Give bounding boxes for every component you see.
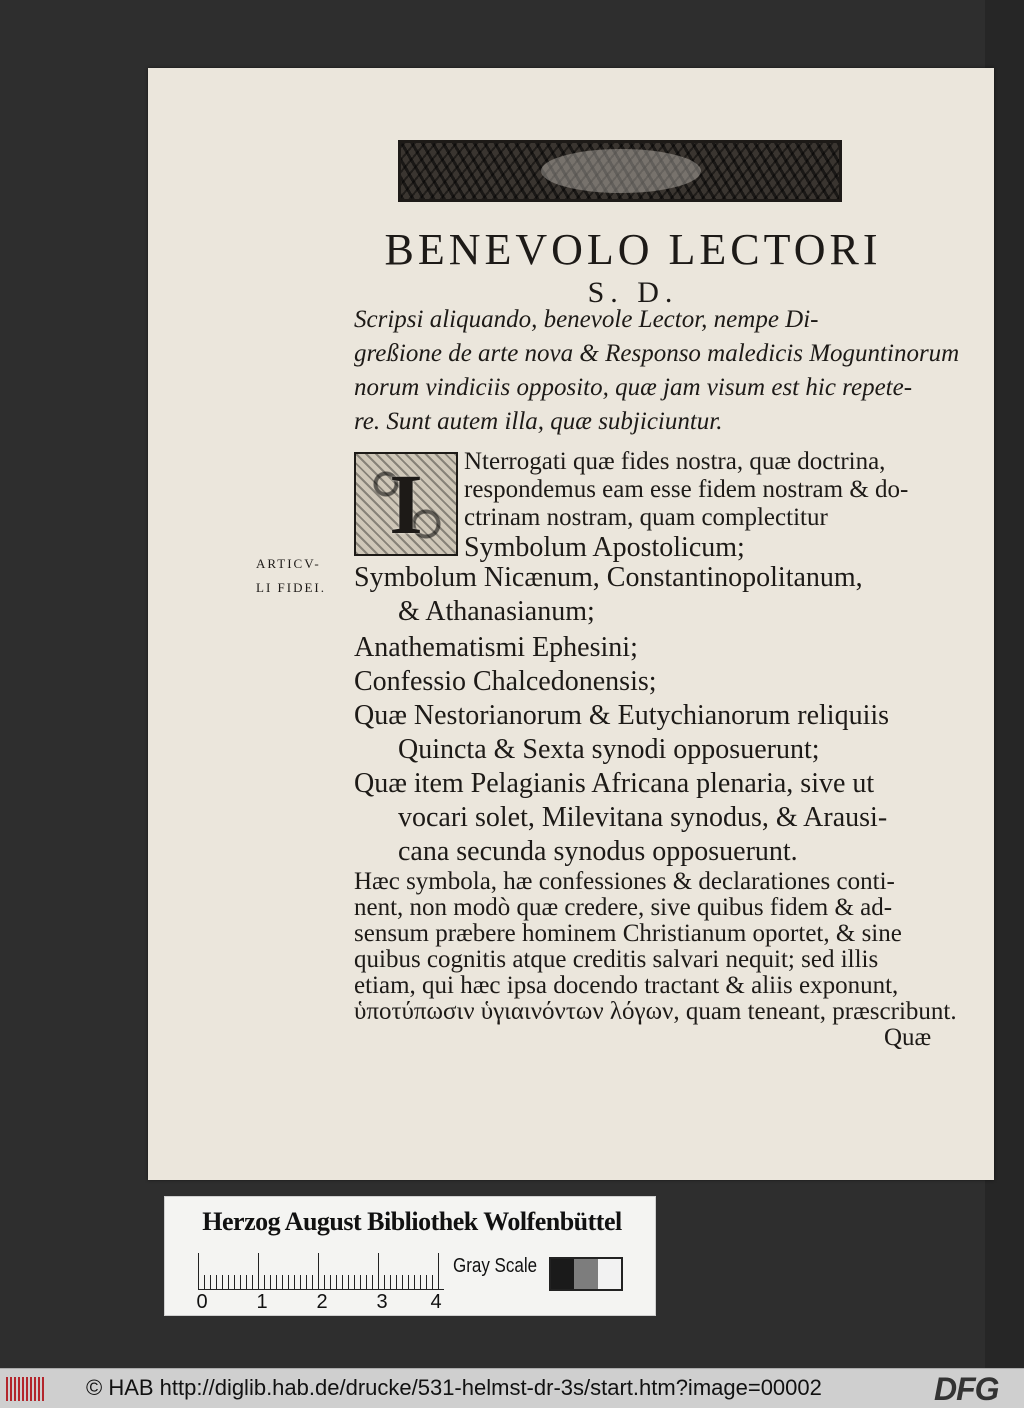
ruler-major-tick <box>318 1253 319 1289</box>
ruler-number: 1 <box>256 1291 268 1313</box>
margin-note-line: ARTICV- <box>256 556 321 571</box>
intro-line: Scripsi aliquando, benevole Lector, nempe Di- <box>354 306 819 333</box>
ornament-header-band <box>398 140 842 202</box>
body-line: Quæ item Pelagianis Africana plenaria, sive ut <box>354 768 875 799</box>
intro-line: re. Sunt autem illa, quæ subjiciuntur. <box>354 408 723 435</box>
ruler-major-tick <box>258 1253 259 1289</box>
body-line: Symbolum Nicænum, Constantinopolitanum, <box>354 562 863 593</box>
body-line: cana secunda synodus opposuerunt. <box>398 836 798 867</box>
body-line: Nterrogati quæ fides nostra, quæ doctrina, <box>464 448 886 475</box>
body-line: Quincta & Sexta synodi opposuerunt; <box>398 734 820 765</box>
body-line: Symbolum Apostolicum; <box>464 532 745 563</box>
color-reference-card <box>164 1196 656 1316</box>
ruler-major-tick <box>378 1253 379 1289</box>
ruler-number: 4 <box>430 1291 442 1313</box>
body-line: nent, non modò quæ credere, sive quibus fidem & ad- <box>354 894 893 921</box>
body-line: respondemus eam esse fidem nostram & do- <box>464 476 909 503</box>
ruler-scale <box>198 1253 444 1290</box>
footer-bar <box>0 1368 1024 1408</box>
body-line: etiam, qui hæc ipsa docendo tractant & aliis exponunt, <box>354 972 899 999</box>
dfg-logo: DFG <box>934 1371 999 1407</box>
body-line: ὑποτύπωσιν ὑγιαινόντων λόγων, quam teneant, præscribunt. <box>354 998 957 1025</box>
gray-scale-swatches <box>549 1257 623 1291</box>
body-line: Anathematismi Ephesini; <box>354 632 638 663</box>
catchword: Quæ <box>884 1024 932 1051</box>
body-line: Quæ Nestorianorum & Eutychianorum reliquiis <box>354 700 890 731</box>
gray-swatch-mid <box>574 1259 597 1289</box>
body-line: Confessio Chalcedonensis; <box>354 666 657 697</box>
hab-logo-icon <box>6 1377 46 1401</box>
intro-line: norum vindiciis opposito, quæ jam visum est hic repete- <box>354 374 913 401</box>
ruler-major-tick <box>198 1253 199 1289</box>
footer-url[interactable]: © HAB http://diglib.hab.de/drucke/531-helmst-dr-3s/start.htm?image=00002 <box>86 1375 822 1400</box>
body-line: quibus cognitis atque creditis salvari nequit; sed illis <box>354 946 879 973</box>
gray-scale-label: Gray Scale <box>453 1255 538 1277</box>
ruler-major-tick <box>438 1253 439 1289</box>
body-line: vocari solet, Milevitana synodus, & Arausi- <box>398 802 888 833</box>
ruler-number: 0 <box>196 1291 208 1313</box>
ruler-number: 2 <box>316 1291 328 1313</box>
intro-line: greßione de arte nova & Responso maledicis Moguntinorum <box>354 340 960 367</box>
drop-cap-letter: I <box>389 456 423 552</box>
body-line: sensum præbere hominem Christianum oportet, & sine <box>354 920 902 947</box>
body-line: & Athanasianum; <box>398 596 595 627</box>
page-title: BENEVOLO LECTORI <box>384 225 882 274</box>
library-name: Herzog August Bibliothek Wolfenbüttel <box>202 1207 622 1236</box>
drop-cap-initial <box>354 452 458 556</box>
ruler-number: 3 <box>376 1291 388 1313</box>
gray-swatch-dark <box>551 1259 574 1289</box>
margin-note-line: LI FIDEI. <box>256 580 326 595</box>
body-line: ctrinam nostram, quam complectitur <box>464 504 828 531</box>
book-page <box>148 68 994 1180</box>
gray-swatch-light <box>598 1259 621 1289</box>
body-line: Hæc symbola, hæ confessiones & declarationes conti- <box>354 868 895 895</box>
page-subtitle: S. D. <box>587 276 679 309</box>
